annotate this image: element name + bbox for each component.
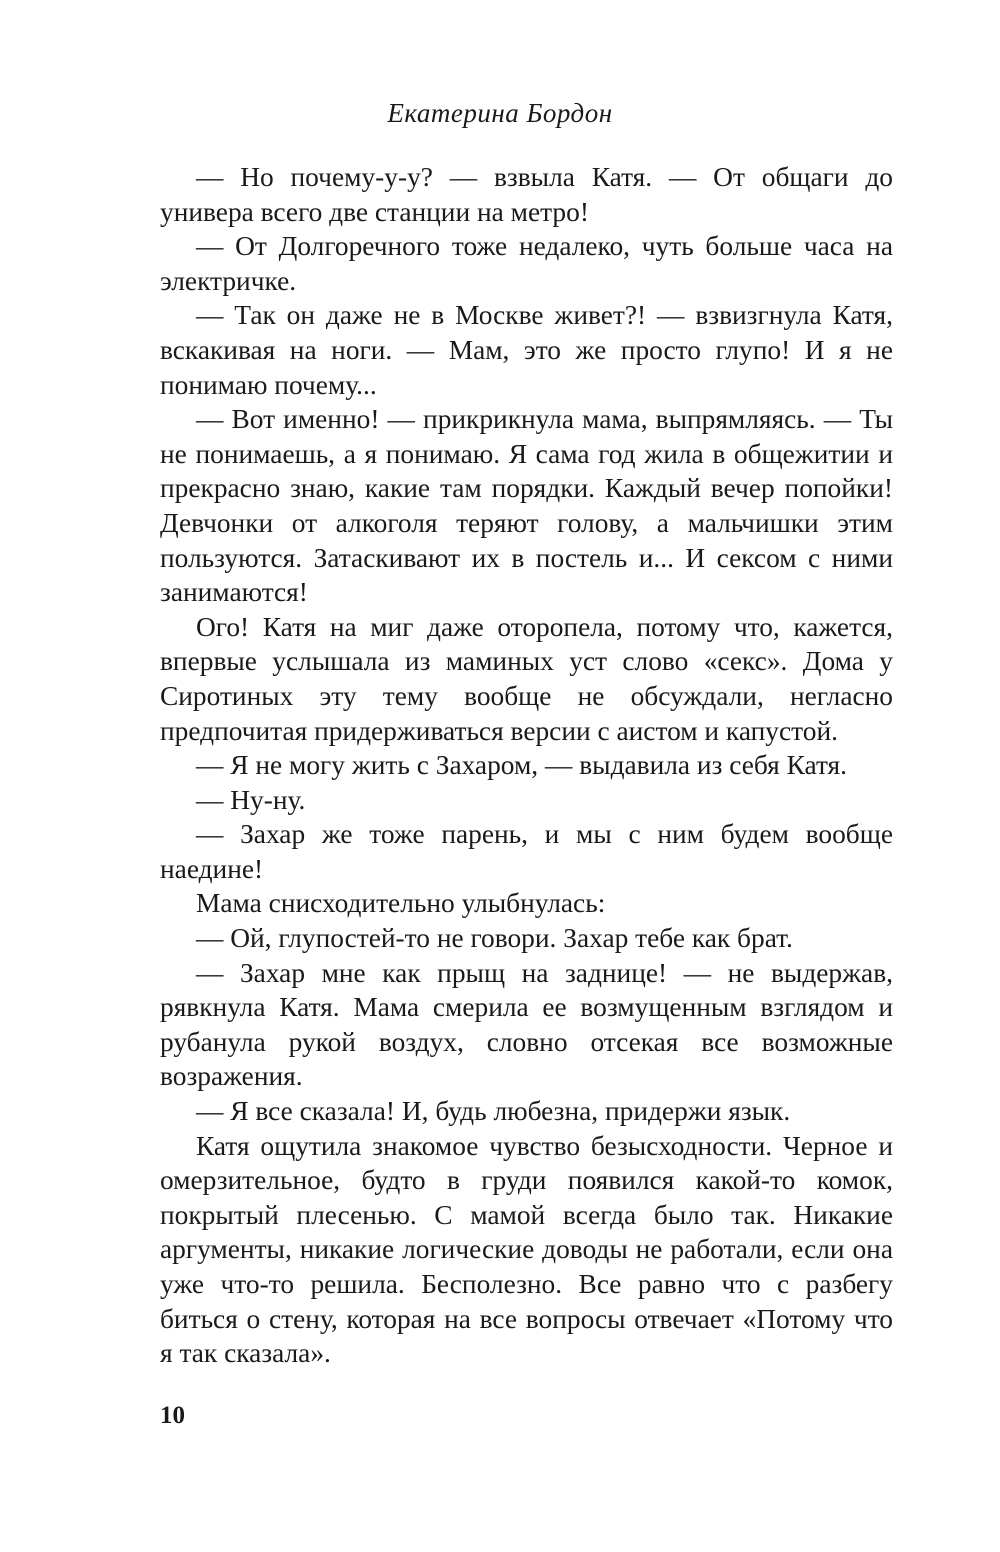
paragraph: — От Долгоречного тоже недалеко, чуть больше часа на электричке. <box>160 231 893 296</box>
running-head: Екатерина Бордон <box>387 98 613 128</box>
body-text <box>160 160 893 1371</box>
paragraph: — Так он даже не в Москве живет?! — взвизгнула Катя, вскакивая на ноги. — Мам, это же просто глупо! И я не понимаю почему... <box>160 300 893 400</box>
paragraph: — Захар мне как прыщ на заднице! — не выдержав, рявкнула Катя. Мама смерила ее возмущенным взглядом и рубанула рукой воздух, словно отсекая все возможные возражения. <box>160 957 893 1092</box>
paragraph: — Я не могу жить с Захаром, — выдавила из себя Катя. <box>196 750 848 781</box>
paragraph: — Вот именно! — прикрикнула мама, выпрямляясь. — Ты не понимаешь, а я понимаю. Я сама год жила в общежитии и прекрасно знаю, какие там порядки. Каждый вечер попойки! Девчонки от алкоголя теряют голову, а мальчишки этим пользуются. Затаскивают их в постель и... И сексом с ними занимаются! <box>160 404 893 608</box>
paragraph: — Я все сказала! И, будь любезна, придержи язык. <box>196 1096 791 1127</box>
paragraph: — Захар же тоже парень, и мы с ним будем вообще наедине! <box>160 819 893 884</box>
paragraph: Мама снисходительно улыбнулась: <box>196 888 606 919</box>
paragraph: Катя ощутила знакомое чувство безысходности. Черное и омерзительное, будто в груди появился какой-то комок, покрытый плесенью. С мамой всегда было так. Никакие аргументы, никакие логические доводы не работали, если она уже что-то решила. Бесполезно. Все равно что с разбегу биться о стену, которая на все вопросы отвечает «Потому что я так сказала». <box>160 1130 893 1369</box>
paragraph: — Ну-ну. <box>196 784 306 815</box>
paragraph: — Но почему-у-у? — взвыла Катя. — От общаги до универа всего две станции на метро! <box>160 162 893 227</box>
page-number: 10 <box>160 1402 185 1429</box>
paragraph: Ого! Катя на миг даже оторопела, потому что, кажется, впервые услышала из маминых уст слово «секс». Дома у Сиротиных эту тему вообще не обсуждали, негласно предпочитая придерживаться версии с аистом и капустой. <box>160 611 893 746</box>
paragraph: — Ой, глупостей-то не говори. Захар тебе как брат. <box>196 923 793 954</box>
